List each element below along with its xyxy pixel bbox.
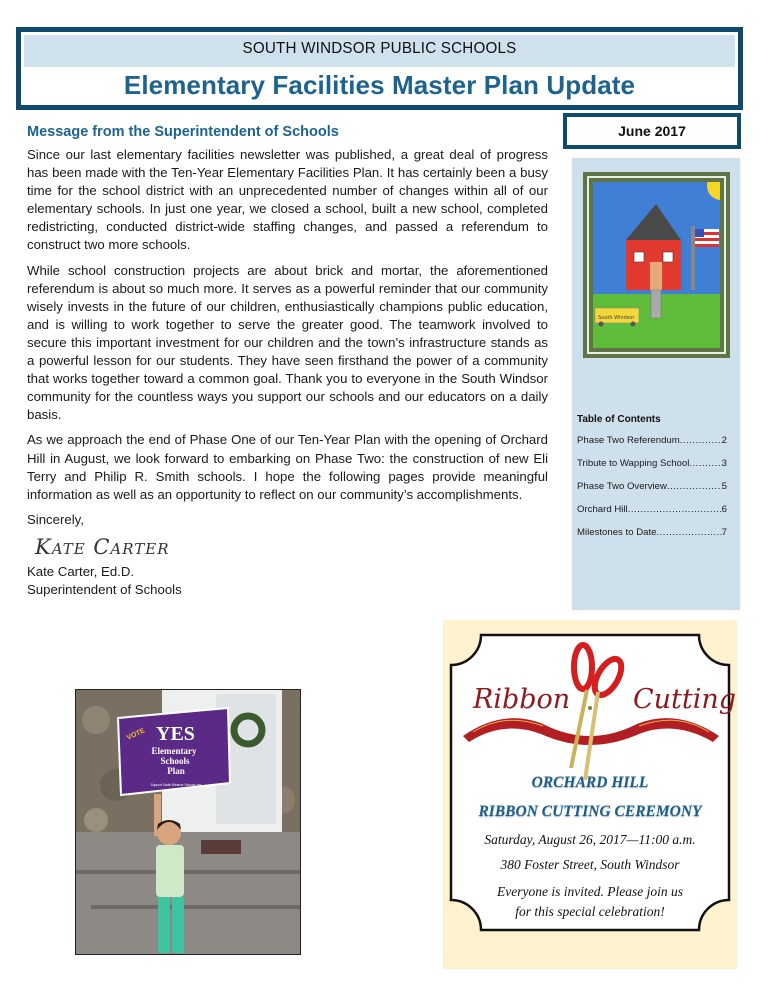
toc-leader-dots bbox=[628, 504, 722, 527]
sign-yes-text: YES bbox=[156, 723, 195, 745]
child-pants bbox=[158, 897, 170, 953]
drawing-frame bbox=[583, 172, 730, 358]
toc-item-page: 6 bbox=[721, 504, 727, 515]
invite-title-event: RIBBON CUTTING CEREMONY bbox=[478, 803, 702, 820]
toc-item-page: 3 bbox=[721, 458, 727, 469]
toc-item[interactable] bbox=[577, 458, 727, 481]
window-icon bbox=[634, 252, 644, 262]
invite-datetime: Saturday, August 26, 2017—11:00 a.m. bbox=[484, 832, 696, 847]
issue-date: June 2017 bbox=[563, 113, 741, 149]
toc-item-page: 2 bbox=[721, 435, 727, 446]
toc-item-page: 5 bbox=[721, 481, 727, 492]
newsletter-title: Elementary Facilities Master Plan Update bbox=[123, 70, 636, 100]
sign-footer: Support South Windsor Schools.org bbox=[150, 783, 202, 787]
invite-message-line1: Everyone is invited. Please join us bbox=[497, 884, 683, 899]
toc-item-label: Phase Two Referendum bbox=[577, 435, 680, 446]
doormat bbox=[201, 840, 241, 854]
invite-title-school: ORCHARD HILL bbox=[531, 774, 649, 791]
sign-line3: Plan bbox=[167, 766, 185, 776]
letter-paragraph: As we approach the end of Phase One of our Ten-Year Plan with the opening of Orchard Hill in August, we look forward to embarking on Phase Two: the construction of new Eli Terry and Philip R. Smith schools. I hope the following pages provide meaningful information as well as an opportunity to reflect on our community’s accomplishments. bbox=[27, 432, 548, 502]
window-icon bbox=[663, 252, 673, 262]
toc-title: Table of Contents bbox=[577, 414, 661, 425]
toc-leader-dots bbox=[689, 458, 721, 481]
stone-steps bbox=[76, 832, 300, 954]
table-of-contents bbox=[577, 414, 727, 550]
sidebar bbox=[572, 158, 740, 610]
letter-paragraph: While school construction projects are about brick and mortar, the aforementioned referendum is about so much more. It serves as a powerful reminder that our community wisely invests in the future of our children, enthusiastically champions public education, and is willing to work together to serve the greater good. The teamwork involved to secure this important investment for our children and the town’s infrastructure stands as a powerful lesson for our students. They have seen firsthand the power of a community that works together toward a common goal. Thank you to everyone in the South Windsor community for the countless ways you support our schools and our educators on a daily basis. bbox=[27, 262, 548, 423]
toc-leader-dots bbox=[680, 435, 722, 458]
flagpole bbox=[691, 226, 695, 290]
toc-item-label: Tribute to Wapping School bbox=[577, 458, 690, 469]
child-with-sign-image bbox=[76, 690, 300, 954]
cutting-graphic-word: Cutting bbox=[633, 684, 737, 715]
toc-item[interactable] bbox=[577, 481, 727, 504]
door bbox=[650, 262, 662, 290]
ribbon-graphic-word: Ribbon bbox=[473, 684, 571, 715]
org-name: SOUTH WINDSOR PUBLIC SCHOOLS bbox=[242, 40, 517, 57]
child-drawing-school-image bbox=[593, 182, 720, 348]
school-drawing bbox=[593, 182, 720, 348]
toc-leader-dots bbox=[656, 527, 721, 550]
sign-vote-text: VOTE bbox=[125, 727, 147, 742]
letter-closing: Sincerely, bbox=[27, 511, 84, 527]
superintendent-letter bbox=[27, 124, 548, 599]
invite-message bbox=[451, 882, 729, 922]
toc-item[interactable] bbox=[577, 527, 727, 550]
signer-name: Kate Carter, Ed.D. bbox=[27, 563, 135, 579]
sign-line1: Elementary bbox=[151, 746, 197, 756]
invite-address: 380 Foster Street, South Windsor bbox=[500, 857, 680, 872]
toc-item-label: Phase Two Overview bbox=[577, 481, 667, 492]
signer-title: Superintendent of Schools bbox=[27, 581, 182, 597]
ribbon-cutting-invitation bbox=[443, 620, 737, 969]
masthead bbox=[16, 27, 743, 110]
child-shirt bbox=[156, 845, 184, 897]
toc-item-label: Milestones to Date bbox=[577, 527, 657, 538]
toc-leader-dots bbox=[667, 481, 722, 504]
letter-paragraph: Since our last elementary facilities newsletter was published, a great deal of progress has been made with the Ten-Year Elementary Facilities Plan. It has certainly been a busy time for the school district with an unprecedented number of changes within all of our elementary schools. In just one year, we closed a school, built a new school, completed redistricting, conducted district-wide staffing changes, and passed a referendum to construct two more schools. bbox=[27, 147, 548, 253]
invite-message-line2: for this special celebration! bbox=[515, 904, 665, 919]
bus-caption: South Windsor bbox=[598, 315, 635, 321]
toc-item-page: 7 bbox=[721, 527, 727, 538]
toc-item[interactable] bbox=[577, 504, 727, 527]
toc-item-label: Orchard Hill bbox=[577, 504, 628, 515]
vote-yes-photo bbox=[75, 689, 301, 955]
sign-line2: Schools bbox=[160, 756, 190, 766]
signature: Kate Carter bbox=[35, 534, 170, 559]
toc-item[interactable] bbox=[577, 435, 727, 458]
letter-heading: Message from the Superintendent of Schools bbox=[27, 124, 339, 140]
walkway bbox=[651, 290, 661, 318]
